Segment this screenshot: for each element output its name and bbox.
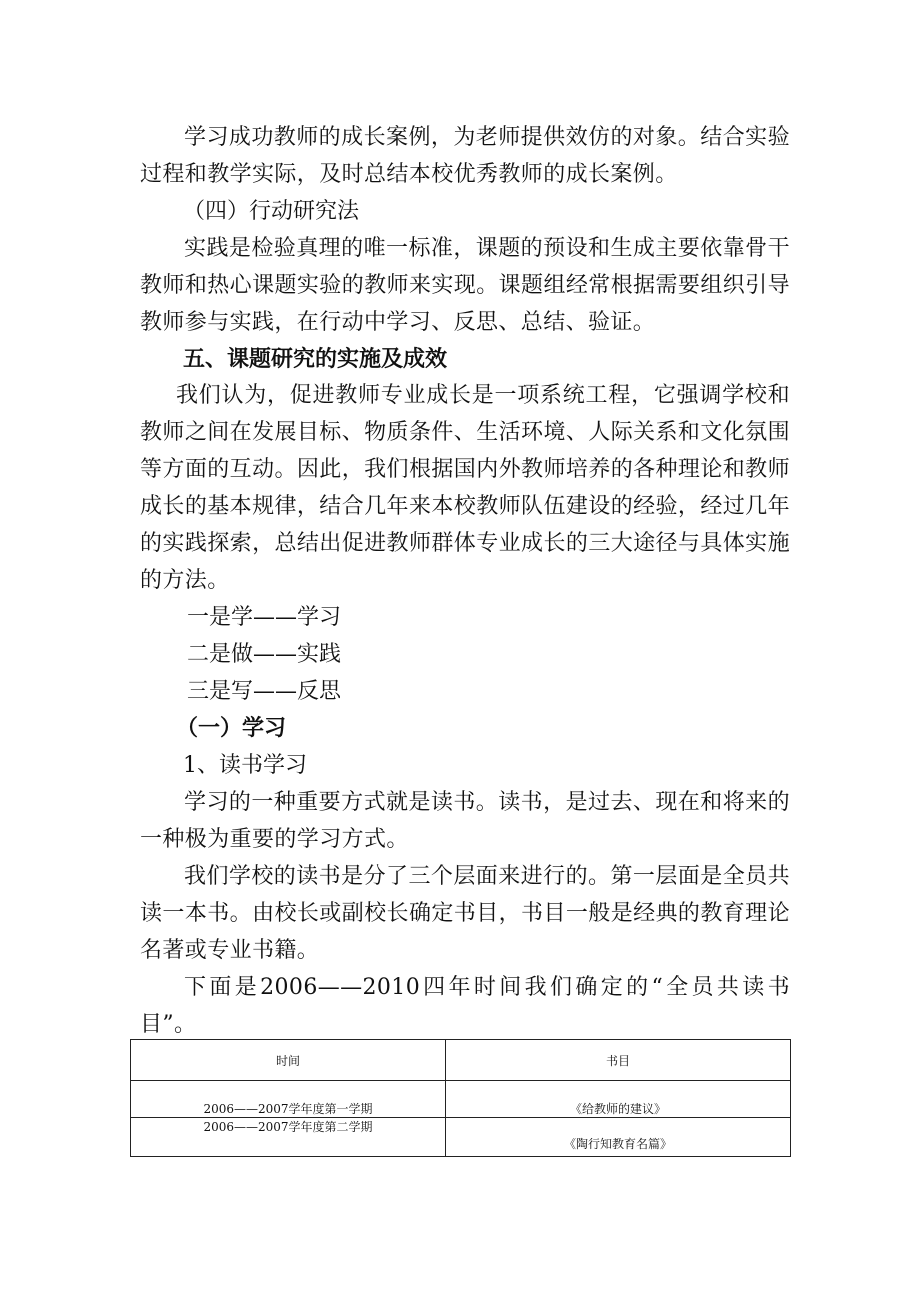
paragraph-we-believe: 我们认为，促进教师专业成长是一项系统工程，它强调学校和教师之间在发展目标、物质条件、生活环境、人际关系和文化氛围等方面的互动。因此，我们根据国内外教师培养的各种理论和教师成长的基本规律，结合几年来本校教师队伍建设的经验，经过几年的实践探索，总结出促进教师群体专业成长的三大途径与具体实施的方法。 xyxy=(140,383,790,593)
paragraph-reading-importance: 学习的一种重要方式就是读书。读书，是过去、现在和将来的一种极为重要的学习方式。 xyxy=(140,790,790,852)
list-item-learn: 一是学——学习 xyxy=(187,605,342,630)
paragraph-case-study: 学习成功教师的成长案例，为老师提供效仿的对象。结合实验过程和教学实际，及时总结本校优秀教师的成长案例。 xyxy=(140,125,790,187)
table-row xyxy=(131,1118,791,1157)
booklist-table xyxy=(130,1039,791,1157)
column-header-book: 书目 xyxy=(446,1040,791,1081)
section-heading-implementation: 五、课题研究的实施及成效 xyxy=(183,347,448,372)
table-cell-book: 《陶行知教育名篇》 xyxy=(446,1118,791,1157)
paragraph-reading-levels: 我们学校的读书是分了三个层面来进行的。第一层面是全员共读一本书。由校长或副校长确定书目，书目一般是经典的教育理论名著或专业书籍。 xyxy=(140,864,790,963)
table-cell-time: 2006——2007学年度第二学期 xyxy=(131,1118,446,1157)
column-header-time: 时间 xyxy=(131,1040,446,1081)
paragraph-practice: 实践是检验真理的唯一标准，课题的预设和生成主要依靠骨干教师和热心课题实验的教师来实现。课题组经常根据需要组织引导教师参与实践，在行动中学习、反思、总结、验证。 xyxy=(140,236,790,335)
table-header-row xyxy=(131,1040,791,1081)
table-cell-time: 2006——2007学年度第一学期 xyxy=(131,1081,446,1118)
table-cell-book: 《给教师的建议》 xyxy=(446,1081,791,1118)
table-row xyxy=(131,1081,791,1118)
subheading-study: （一）学习 xyxy=(176,716,287,741)
subheading-reading: 1、读书学习 xyxy=(183,753,307,778)
list-item-practice: 二是做——实践 xyxy=(187,642,342,667)
heading-action-research: （四）行动研究法 xyxy=(183,199,360,224)
paragraph-booklist-intro: 下面是2006——2010四年时间我们确定的“全员共读书目”。 xyxy=(140,975,790,1037)
list-item-reflect: 三是写——反思 xyxy=(187,679,342,704)
